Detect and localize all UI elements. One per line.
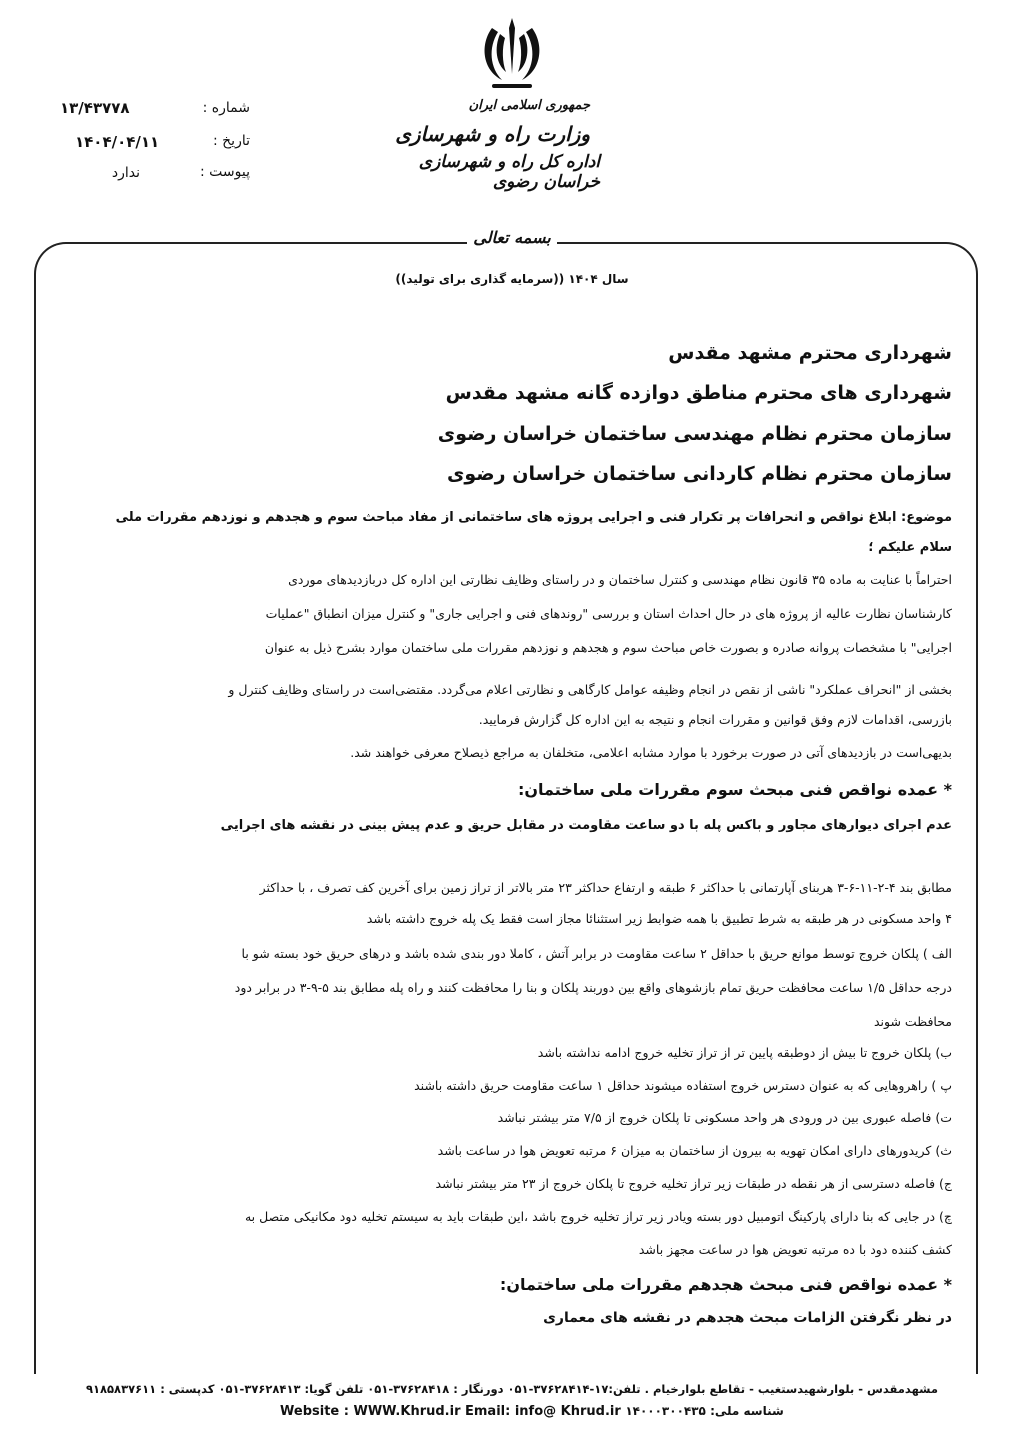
body-line-3: اجرایی" با مشخصات پروانه صادره و بصورت خاص مباحث سوم و هجدهم و نوزدهم مقررات ملی ساختمان موارد بشرح ذیل به عنوان	[264, 640, 952, 655]
body-line-6: بدیهی‌است در بازدیدهای آتی در صورت برخورد با موارد مشابه اعلامی، متخلفان به مراجع ذیصلاح معرفی خواهند شد.	[350, 745, 952, 760]
greeting: سلام علیکم ؛	[868, 540, 952, 555]
attachment-value: ندارد	[111, 165, 140, 181]
section-1-heading: * عمده نواقص فنی مبحث سوم مقررات ملی ساختمان:	[517, 780, 952, 799]
body-line-4: بخشی از "انحراف عملکرد" ناشی از نقص در انجام وظیفه عوامل کارگاهی و نظارتی اعلام می‌گردد. مقتضی‌است در راستای وظایف کنترل و	[228, 682, 952, 697]
clause-alef-3: محافظت شوند	[873, 1014, 952, 1029]
footer-address: مشهدمقدس - بلوارشهیدستغیب - تقاطع بلوارخیام . تلفن:۱۷-۳۷۶۲۸۴۱۴-۰۵۱ دورنگار : ۳۷۶۲۸۴۱۸-۰۵۱ تلفن گویا: ۳۷۶۲۸۴۱۳-۰۵۱ کدپستی : ۹۱۸۵۸۳۷۶۱۱	[85, 1382, 938, 1396]
subject-line: موضوع: ابلاغ نواقص و انحرافات پر تکرار فنی و اجرایی پروژه های ساختمانی از مفاد مباحث سوم و هجدهم و نوزدهم مقررات ملی	[115, 510, 952, 525]
clause-alef-1: الف ) پلکان خروج توسط موانع حریق با حداقل ۲ ساعت مقاومت در برابر آتش ، کاملا دور بندی شده باشد و درهای حریق خود بسته شو با	[241, 946, 952, 961]
body-line-2: کارشناسان نظارت عالیه از پروژه های در حال احداث استان و بررسی "روندهای فنی و اجرایی جاری" و کنترل میزان انطباق "عملیات	[265, 606, 952, 621]
clause-che-2: کشف کننده دود با ده مرتبه تعویض هوا در ساعت مجهز باشد	[638, 1242, 952, 1257]
clause-jim: ج) فاصله دسترسی از هر نقطه در طبقات زیر تراز تخلیه خروج تا پلکان خروج از ۲۳ متر بیشتر نباشد	[435, 1176, 952, 1191]
section-1-para-2: ۴ واحد مسکونی در هر طبقه به شرط تطبیق با همه ضوابط زیر استثنائا مجاز است فقط یک پله خروج داشته باشد	[366, 911, 952, 926]
iran-emblem-icon	[478, 14, 546, 94]
recipient-4: سازمان محترم نظام کاردانی ساختمان خراسان رضوی	[446, 463, 952, 485]
clause-che-1: چ) در جایی که بنا دارای پارکینگ اتومبیل دور بسته ویادر زیر تراز تخلیه خروج باشد ،این طبقات باید به سیستم تخلیه دود مکانیکی متصل به	[244, 1209, 952, 1224]
number-value: ۱۳/۴۳۷۷۸	[60, 99, 130, 117]
date-label: تاریخ :	[212, 133, 250, 149]
section-1-subheading: عدم اجرای دیوارهای مجاور و باکس پله با دو ساعت مقاومت در مقابل حریق و عدم پیش بینی در نقشه های اجرایی	[220, 818, 952, 833]
org-line-1: جمهوری اسلامی ایران	[468, 98, 590, 113]
besmellah: بسمه تعالی	[467, 228, 557, 247]
footer-web-email: Website : WWW.Khrud.ir Email: info@ Khrud.ir	[280, 1404, 621, 1419]
clause-pe: پ ) راهروهایی که به عنوان دسترس خروج استفاده میشوند حداقل ۱ ساعت مقاومت حریق داشته باشند	[414, 1078, 952, 1093]
clause-te: ت) فاصله عبوری بین در ورودی هر واحد مسکونی تا پلکان خروج از ۷/۵ متر بیشتر نباشد	[497, 1110, 952, 1125]
attachment-label: پیوست :	[200, 164, 250, 180]
date-value: ۱۴۰۴/۰۴/۱۱	[75, 133, 160, 151]
clause-be: ب) پلکان خروج تا بیش از دوطبقه پایین تر از تراز تخلیه خروج ادامه نداشته باشد	[537, 1045, 952, 1060]
recipient-3: سازمان محترم نظام مهندسی ساختمان خراسان رضوی	[437, 423, 952, 445]
section-2-subheading: در نظر نگرفتن الزامات مبحث هجدهم در نقشه های معماری	[543, 1310, 952, 1326]
recipient-1: شهرداری محترم مشهد مقدس	[668, 342, 952, 364]
section-1-para-1: مطابق بند ۴-۲-۱۱-۶-۳ هربنای آپارتمانی با حداکثر ۶ طبقه و ارتفاع حداکثر ۲۳ متر بالاتر از تراز زمین برای آخرین کف تصرف ، با حداکثر	[259, 880, 952, 895]
number-label: شماره :	[202, 100, 250, 116]
recipient-2: شهرداری های محترم مناطق دوازده گانه مشهد مقدس	[445, 382, 952, 404]
footer-national-id: شناسه ملی: ۱۴۰۰۰۳۰۰۴۳۵	[625, 1404, 784, 1418]
org-line-3: اداره کل راه و شهرسازی خراسان رضوی	[418, 152, 600, 192]
body-line-5: بازرسی، اقدامات لازم وفق قوانین و مقررات انجام و نتیجه به این اداره کل گزارش فرمایید.	[478, 712, 952, 727]
section-2-heading: * عمده نواقص فنی مبحث هجدهم مقررات ملی ساختمان:	[499, 1275, 952, 1294]
clause-se: ث) کریدورهای دارای امکان تهویه به بیرون از ساختمان به میزان ۶ مرتبه تعویض هوا در ساعت باشد	[437, 1143, 952, 1158]
footer-contact	[280, 1404, 784, 1419]
clause-alef-2: درجه حداقل ۱/۵ ساعت محافظت حریق تمام بازشوهای واقع بین دوربند پلکان و بنا را محافظت کنند و راه پله مطابق بند ۵-۹-۳ در برابر دود	[234, 980, 952, 995]
org-line-2: وزارت راه و شهرسازی	[395, 122, 590, 146]
body-line-1: احتراماً با عنایت به ماده ۳۵ قانون نظام مهندسی و کنترل ساختمان و در راستای وظایف نظارتی این اداره کل دربازدیدهای موردی	[288, 572, 952, 587]
content-frame	[34, 242, 978, 1374]
year-slogan: سال ۱۴۰۴ ((سرمایه گذاری برای تولید))	[395, 272, 629, 286]
